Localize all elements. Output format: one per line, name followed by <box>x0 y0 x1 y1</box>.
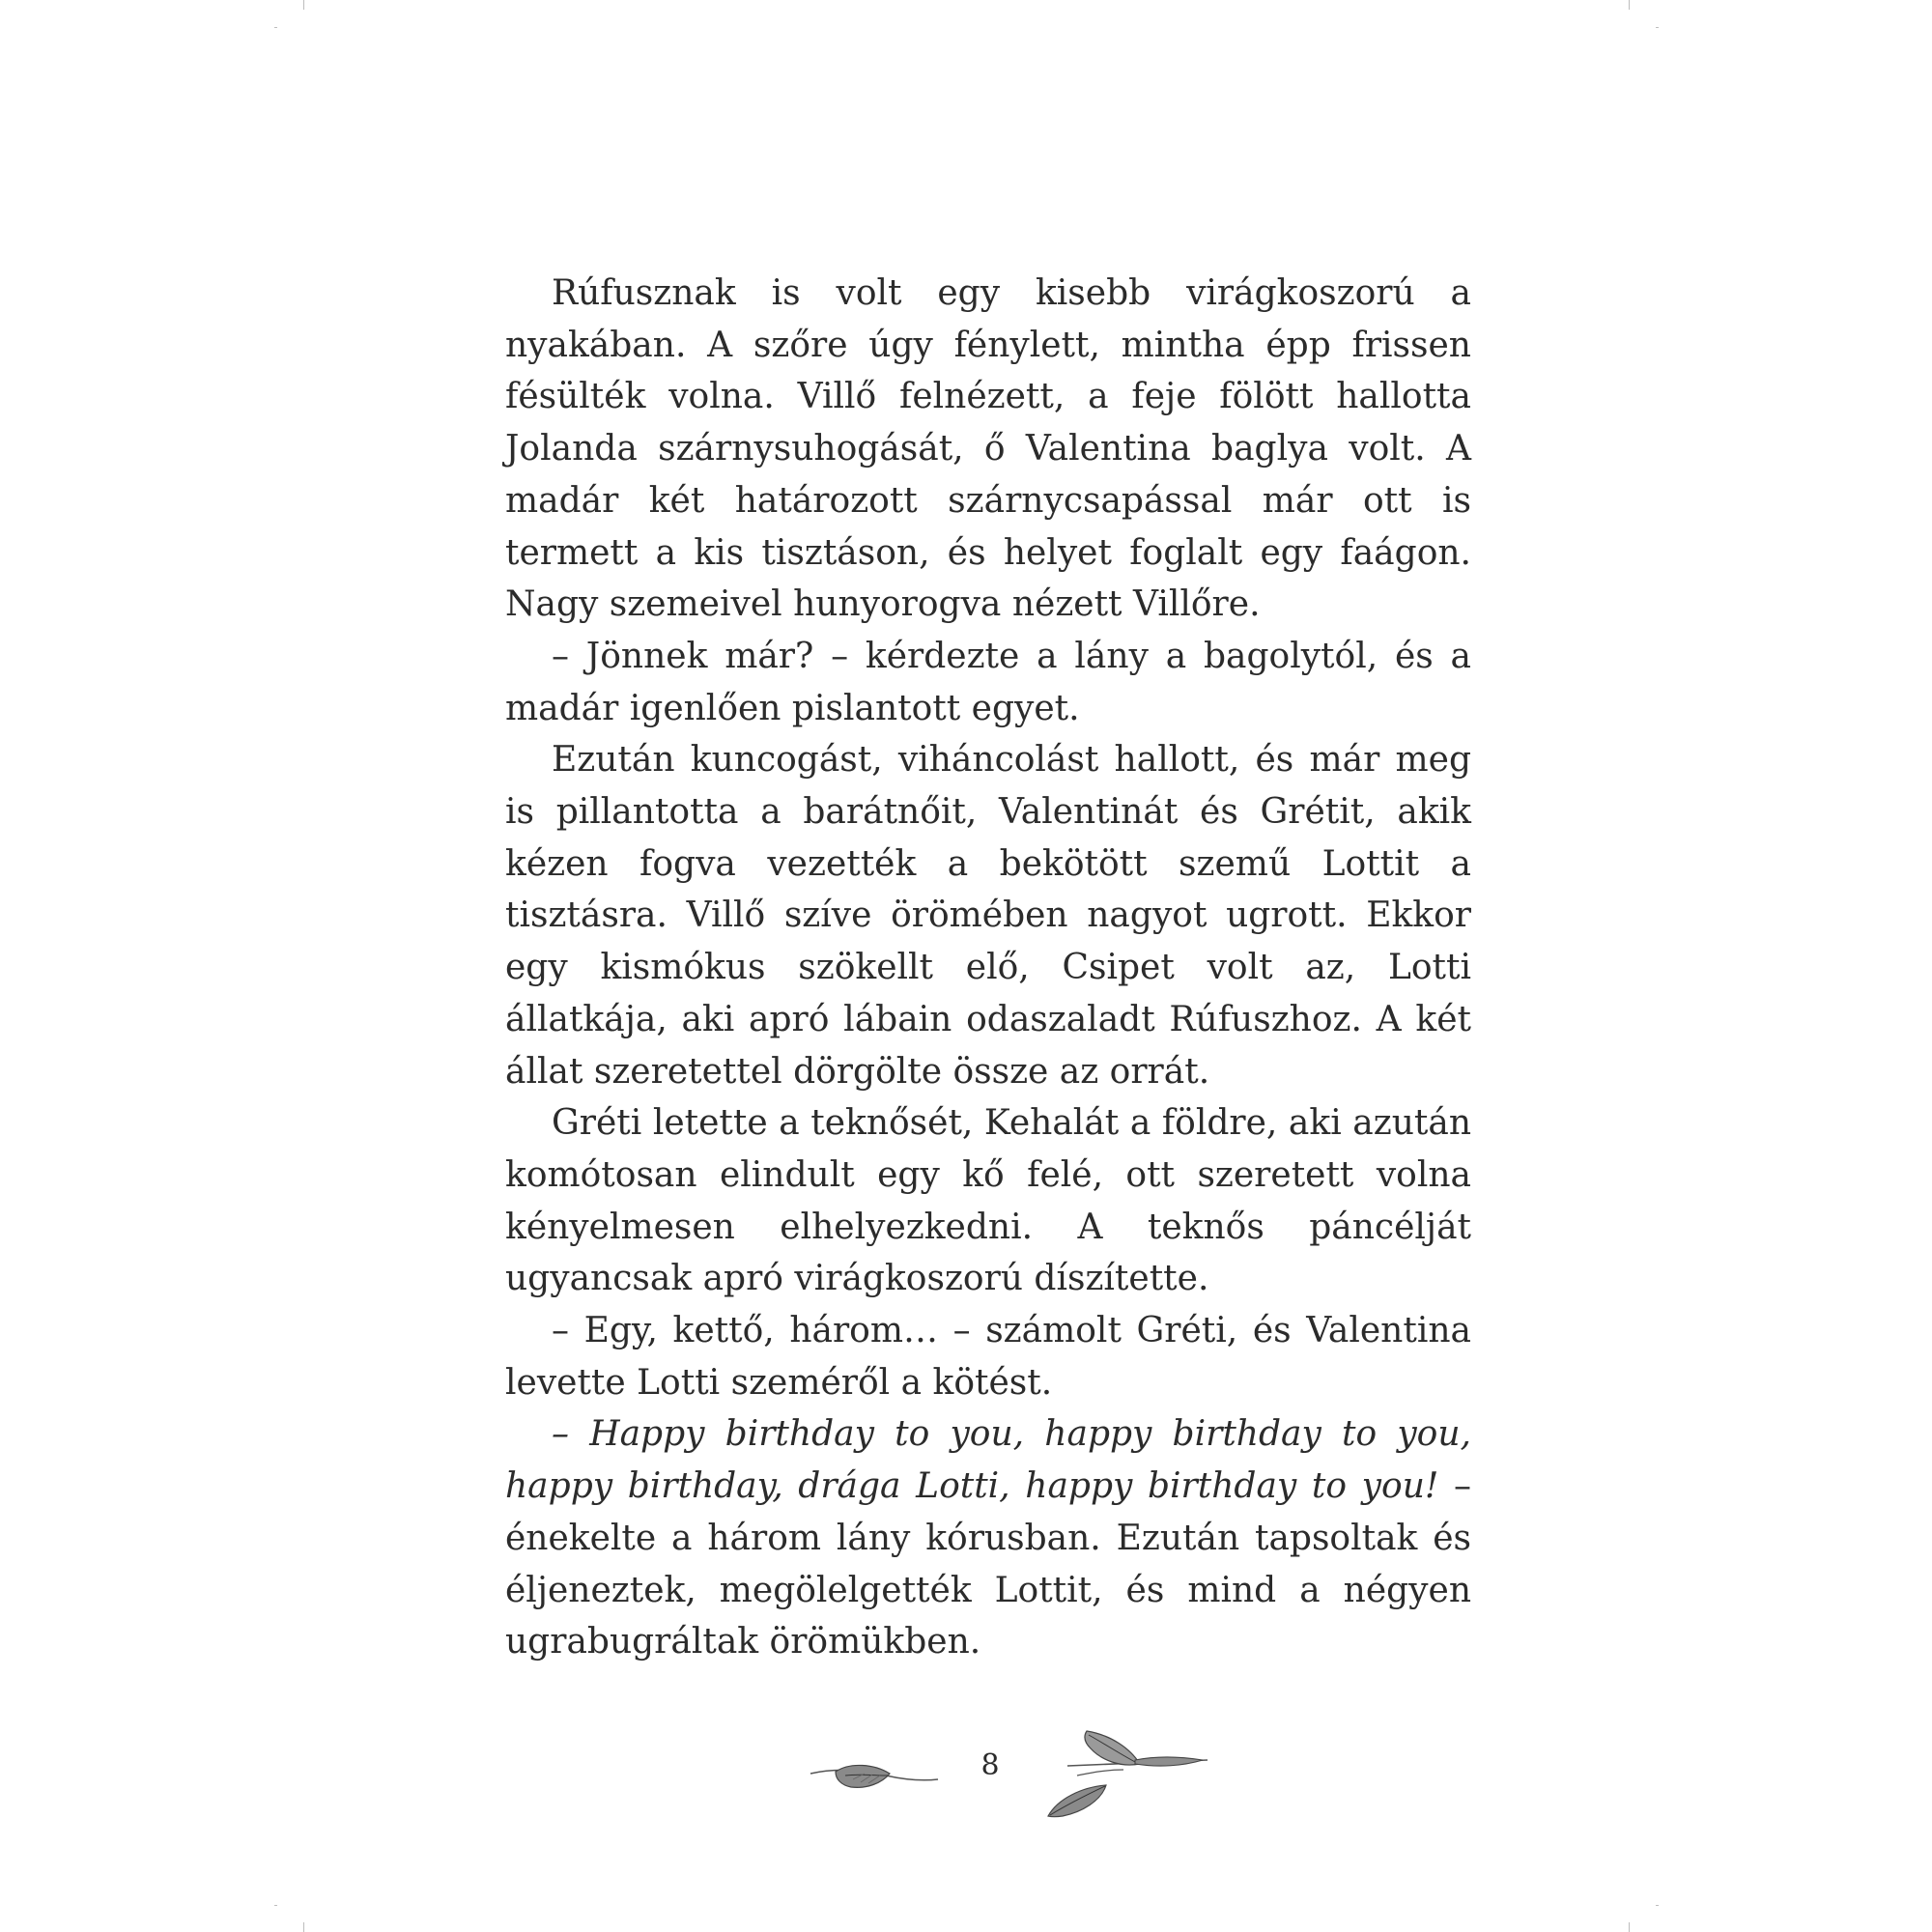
leaf-ornament-right <box>1009 1719 1212 1826</box>
paragraph <box>505 734 1471 1097</box>
paragraph <box>505 1097 1471 1305</box>
leaf-ornament-left <box>807 1758 942 1806</box>
crop-mark <box>303 1922 304 1932</box>
crop-mark <box>1629 0 1630 10</box>
paragraph <box>505 631 1471 734</box>
body-text <box>505 268 1471 1668</box>
text-segment: – énekelte a három lány kórusban. Ezután tapsoltak és éljeneztek, megölelgették Lottit, és mind a négyen ugrabugráltak örömükben. <box>505 1466 1471 1662</box>
page-footer <box>0 1719 1932 1835</box>
crop-mark <box>1656 1905 1659 1906</box>
page-number: 8 <box>980 1748 1000 1782</box>
italic-text: – Happy birthday to you, happy birthday to you, happy birthday, drága Lotti, happy birthday to you! <box>505 1414 1471 1507</box>
paragraph <box>505 1305 1471 1408</box>
text-segment: Rúfusznak is volt egy kisebb virágkoszorú a nyakában. A szőre úgy fénylett, mintha épp frissen fésülték volna. Villő felnézett, a feje fölött hallotta Jolanda szárnysuhogását, ő Valentina baglya volt. A madár két határozott szárnycsapással már ott is termett a kis tisztáson, és helyet foglalt egy faágon. Nagy szemeivel hunyorogva nézett Villőre. <box>505 273 1471 625</box>
text-segment: – Egy, kettő, három… – számolt Gréti, és Valentina levette Lotti szeméről a kötést. <box>505 1311 1471 1403</box>
text-segment: Gréti letette a teknősét, Kehalát a földre, aki azután komótosan elindult egy kő felé, ott szeretett volna kényelmesen elhelyezkedni. A teknős páncélját ugyancsak apró virágkoszorú díszítette. <box>505 1103 1471 1299</box>
crop-mark <box>1629 1922 1630 1932</box>
text-segment: – Jönnek már? – kérdezte a lány a bagolytól, és a madár igenlően pislantott egyet. <box>505 636 1471 728</box>
crop-mark <box>274 1905 277 1906</box>
paragraph <box>505 1408 1471 1668</box>
crop-mark <box>274 27 277 28</box>
crop-mark <box>1656 27 1659 28</box>
crop-mark <box>303 0 304 10</box>
text-segment: Ezután kuncogást, viháncolást hallott, és már meg is pillantotta a barátnőit, Valentinát és Grétit, akik kézen fogva vezették a bekötött szemű Lottit a tisztásra. Villő szíve örömében nagyot ugrott. Ekkor egy kismókus szökellt elő, Csipet volt az, Lotti állatkája, aki apró lábain odaszaladt Rúfuszhoz. A két állat szeretettel dörgölte össze az orrát. <box>505 740 1471 1092</box>
paragraph <box>505 268 1471 631</box>
